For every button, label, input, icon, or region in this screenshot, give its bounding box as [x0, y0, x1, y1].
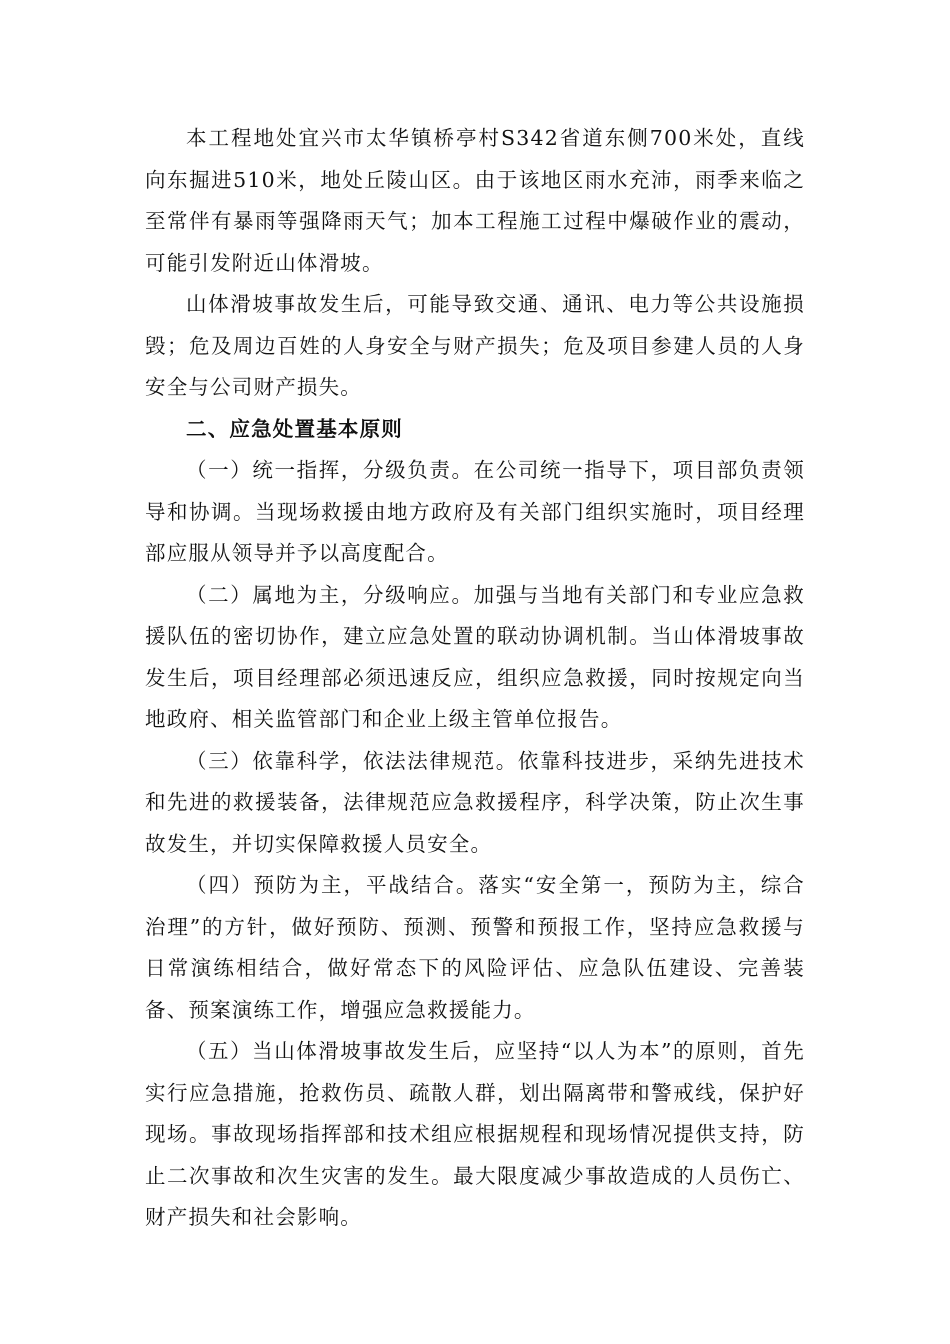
- principle-paragraph-5: （五）当山体滑坡事故发生后，应坚持“以人为本”的原则，首先实行应急措施，抢救伤员、疏散人群，划出隔离带和警戒线，保护好现场。事故现场指挥部和技术组应根据规程和现场情况提供支持，防止二次事故和次生灾害的发生。最大限度减少事故造成的人员伤亡、财产损失和社会影响。: [145, 1039, 805, 1229]
- principle-paragraph-4: （四）预防为主，平战结合。落实“安全第一，预防为主，综合治理”的方针，做好预防、预测、预警和预报工作，坚持应急救援与日常演练相结合，做好常态下的风险评估、应急队伍建设、完善装备、预案演练工作，增强应急救援能力。: [145, 873, 805, 1022]
- intro-paragraph-location: 本工程地处宜兴市太华镇桥亭村S342省道东侧700米处，直线向东掘进510米，地处丘陵山区。由于该地区雨水充沛，雨季来临之至常伴有暴雨等强降雨天气；加本工程施工过程中爆破作业的震动，可能引发附近山体滑坡。: [145, 126, 805, 275]
- principle-paragraph-1: （一）统一指挥，分级负责。在公司统一指导下，项目部负责领导和协调。当现场救援由地方政府及有关部门组织实施时，项目经理部应服从领导并予以高度配合。: [145, 458, 805, 565]
- principle-paragraph-2: （二）属地为主，分级响应。加强与当地有关部门和专业应急救援队伍的密切协作，建立应急处置的联动协调机制。当山体滑坡事故发生后，项目经理部必须迅速反应，组织应急救援，同时按规定向当地政府、相关监管部门和企业上级主管单位报告。: [145, 582, 805, 731]
- principle-paragraph-3: （三）依靠科学，依法法律规范。依靠科技进步，采纳先进技术和先进的救援装备，法律规范应急救援程序，科学决策，防止次生事故发生，并切实保障救援人员安全。: [145, 748, 805, 856]
- intro-paragraph-consequences: 山体滑坡事故发生后，可能导致交通、通讯、电力等公共设施损毁；危及周边百姓的人身安全与财产损失；危及项目参建人员的人身安全与公司财产损失。: [145, 292, 805, 399]
- section-heading: 二、应急处置基本原则: [186, 416, 403, 441]
- document-body: [145, 118, 805, 1239]
